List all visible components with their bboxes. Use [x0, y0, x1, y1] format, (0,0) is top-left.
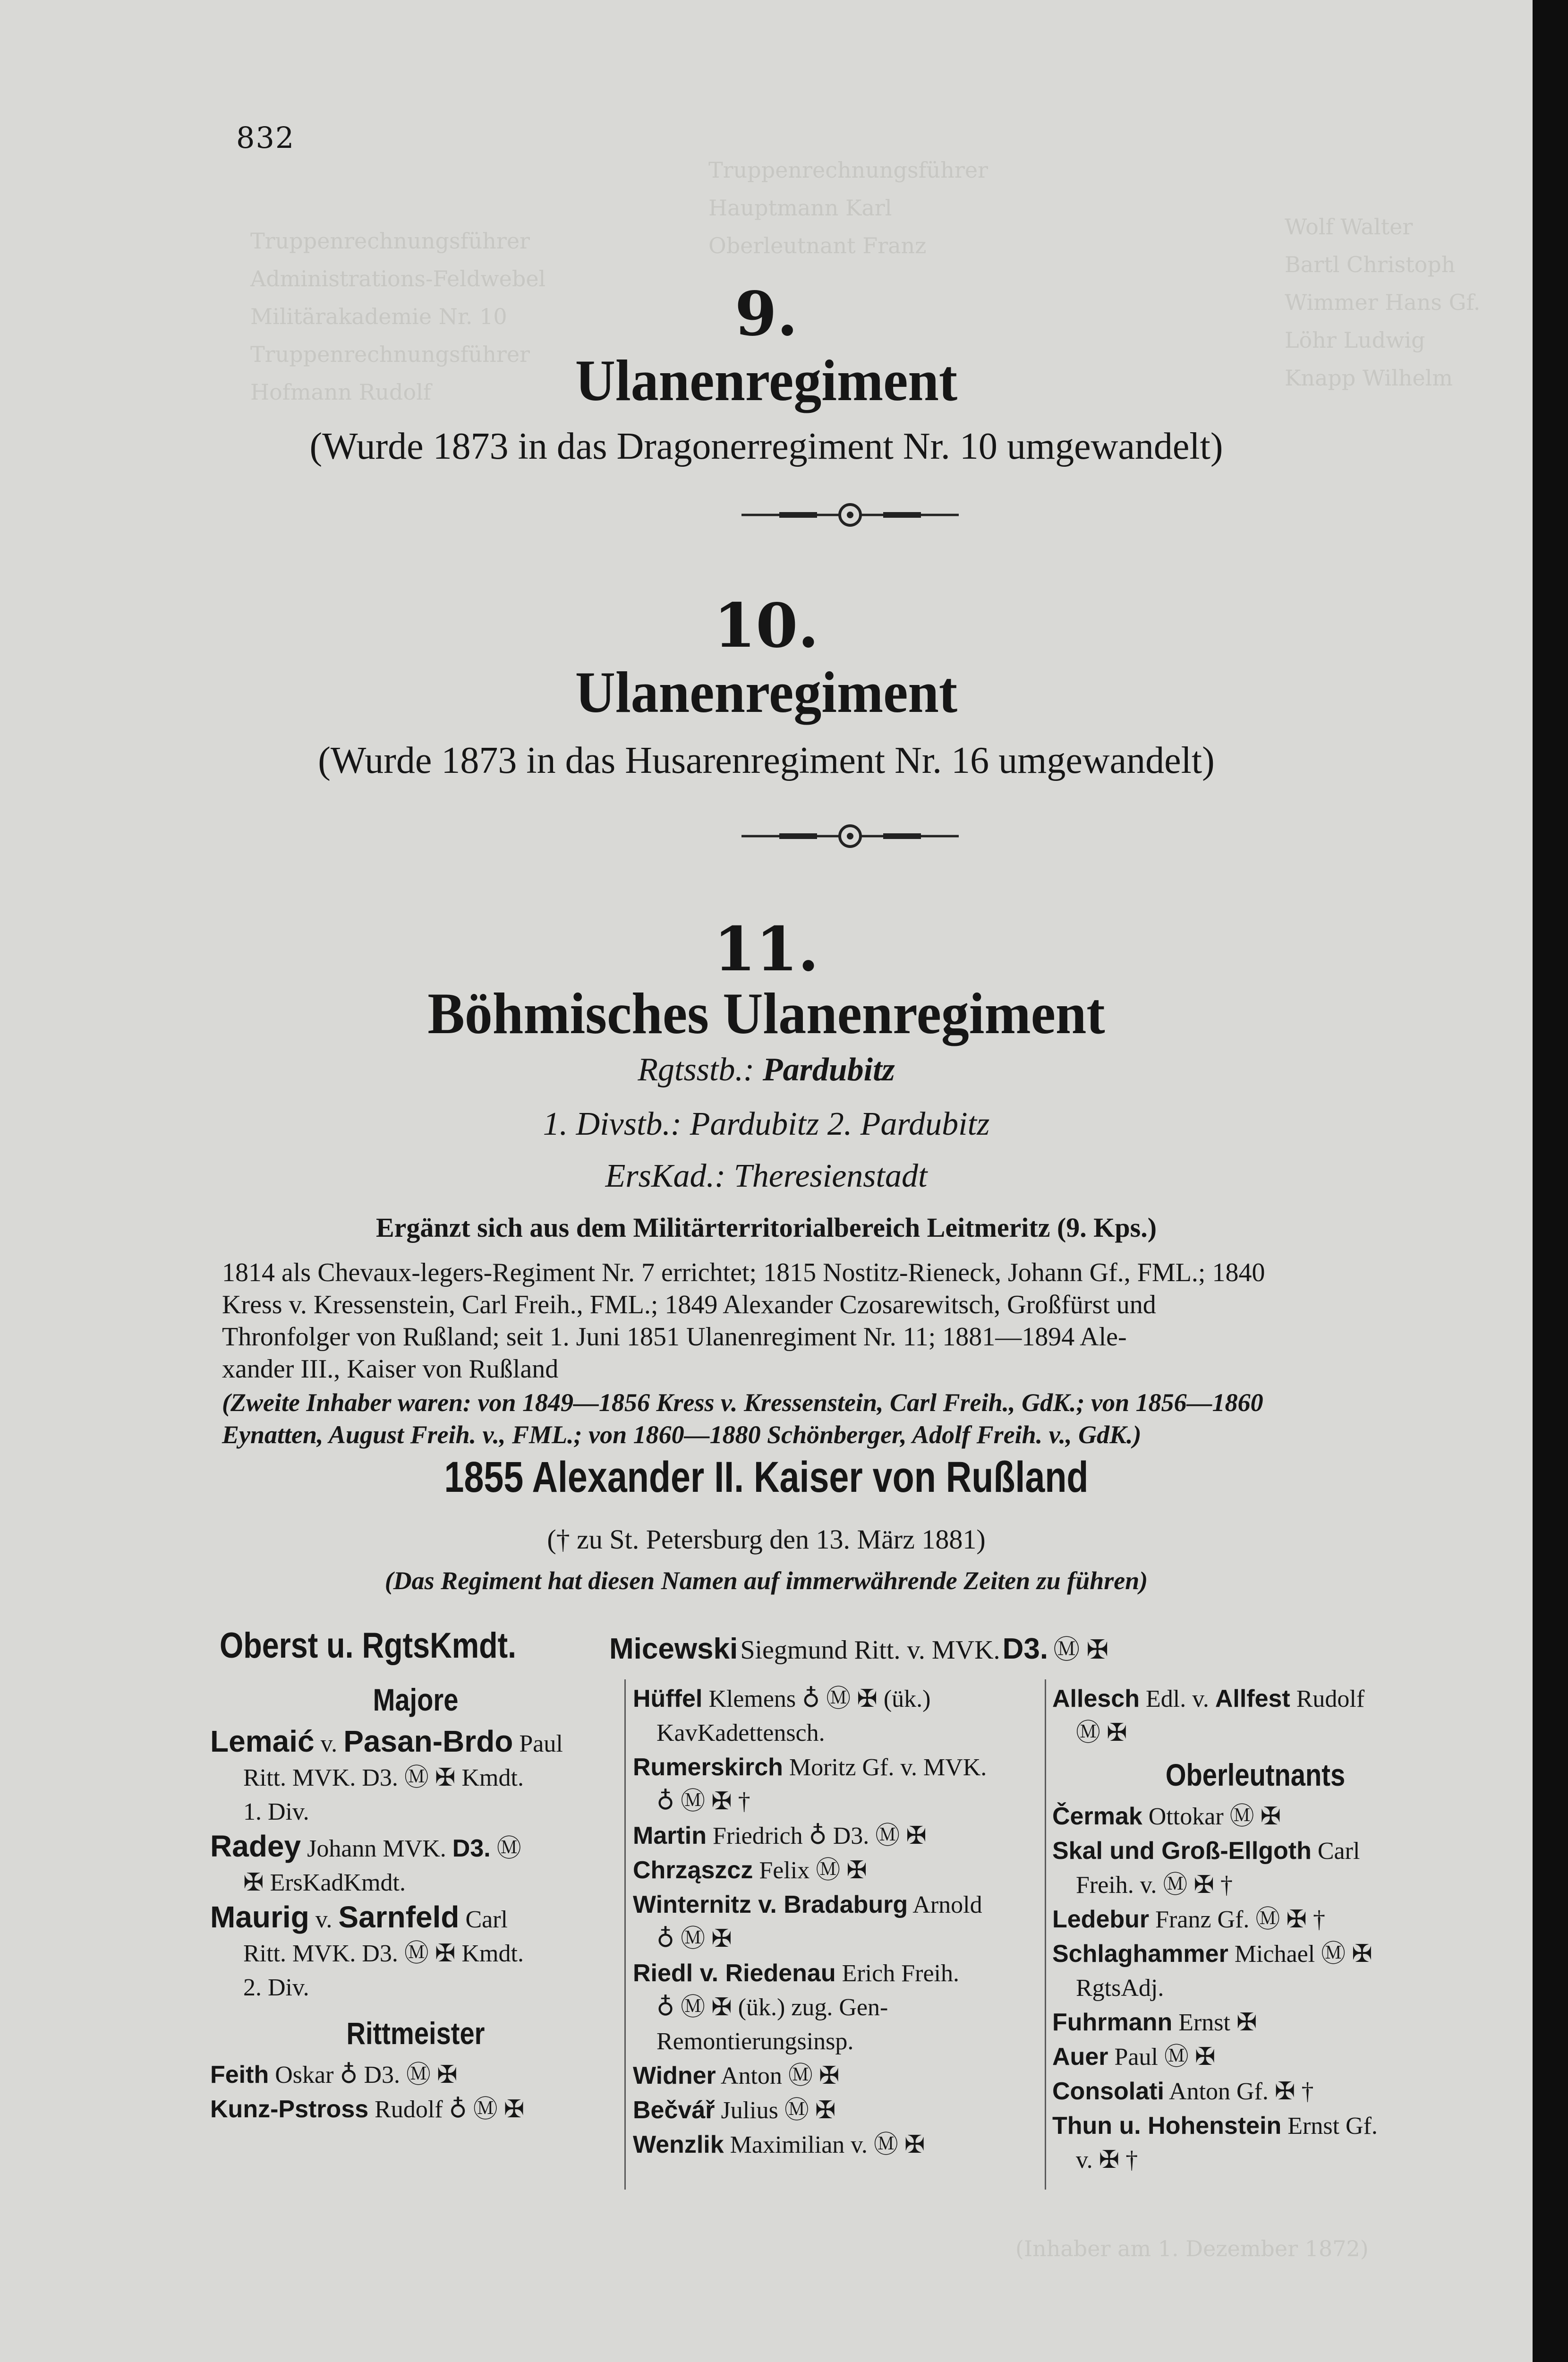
list-item [210, 1900, 621, 2005]
entry-rest: Ernst ✠ [1178, 2009, 1257, 2036]
entry-cont: 1. Div. [243, 1798, 309, 1825]
page-number: 832 [236, 120, 295, 155]
entry-name: Maurig [210, 1900, 309, 1934]
regiment-history [222, 1257, 1452, 1385]
entry-name: Ledebur [1052, 1906, 1150, 1933]
inhaber-death-note: († zu St. Petersburg den 13. März 1881) [547, 1524, 986, 1555]
section-9-number: 9. [734, 279, 798, 350]
list-item [1052, 1902, 1458, 1937]
list-item [633, 1853, 1039, 1888]
division-staffs: 1. Divstb.: Pardubitz 2. Pardubitz [543, 1106, 990, 1142]
entry-name: Winternitz v. Bradaburg [633, 1891, 908, 1918]
entry-cont: Remontierungsinsp. [656, 2028, 854, 2055]
entry-name-2: Sarnfeld [338, 1900, 460, 1934]
oberst-details: Siegmund Ritt. v. MVK. [740, 1635, 1000, 1665]
entry-name-2: Pasan-Brdo [343, 1724, 513, 1758]
entry-rest: Klemens ♁ Ⓜ ✠ (ük.) [708, 1686, 931, 1712]
entry-name: Bečvář [633, 2097, 715, 2124]
oberst-decorations: Ⓜ ✠ [1053, 1635, 1109, 1665]
entry-name: Čermak [1052, 1803, 1142, 1830]
entry-name: Skal und Groß-Ellgoth [1052, 1837, 1312, 1865]
entry-rest: Arnold [912, 1891, 982, 1918]
entry-rest: Friedrich ♁ D3. Ⓜ ✠ [713, 1823, 927, 1849]
list-item [1052, 1799, 1458, 1834]
entry-cont: Ritt. MVK. D3. Ⓜ ✠ Kmdt. [243, 1940, 524, 1967]
entry-cont: Ⓜ ✠ [1076, 1720, 1127, 1746]
list-item [1052, 1937, 1458, 2005]
entry-rest: Ⓜ [496, 1835, 521, 1862]
entry-cont: RgtsAdj. [1076, 1975, 1164, 2002]
entry-rest: Erich Freih. [842, 1960, 959, 1987]
list-item [1052, 2074, 1458, 2109]
show-through-text-right: Wolf Walter Bartl Christoph Wimmer Hans Gf. Löhr Ludwig Knapp Wilhelm [1285, 214, 1481, 391]
entry-rest: Carl [465, 1906, 508, 1933]
oberst-entry [609, 1629, 1111, 1667]
regimental-staff [0, 1051, 1533, 1089]
entry-rest: Edl. v. [1145, 1686, 1209, 1712]
list-item [1052, 2109, 1458, 2177]
list-item [633, 2093, 1039, 2128]
entry-particle: v. [320, 1730, 338, 1757]
list-item [210, 1829, 621, 1900]
entry-name: Wenzlik [633, 2131, 724, 2158]
list-item [633, 1750, 1039, 1819]
second-owners-line: Eynatten, August Freih. v., FML.; von 1860—1880 Schönberger, Adolf Freih. v., GdK.) [222, 1421, 1142, 1449]
entry-cont: Freih. v. Ⓜ ✠ † [1076, 1872, 1233, 1899]
entry-rest: Moritz Gf. v. MVK. [789, 1754, 987, 1781]
entry-name: Lemaić [210, 1724, 315, 1758]
entry-name: Chrząszcz [633, 1857, 753, 1884]
entry-name: Schlaghammer [1052, 1940, 1228, 1968]
column-oberleutnants [1052, 1682, 1458, 2177]
entry-rest: Oskar ♁ D3. Ⓜ ✠ [275, 2062, 458, 2088]
section-9-title: Ulanenregiment [575, 348, 958, 413]
entry-name: Widner [633, 2062, 716, 2089]
entry-rest: Maximilian v. Ⓜ ✠ [730, 2131, 925, 2158]
section-9-note: (Wurde 1873 in das Dragonerregiment Nr. 10 umgewandelt) [309, 426, 1223, 467]
rittmeister-heading: Rittmeister [346, 2016, 485, 2051]
entry-cont: ♁ Ⓜ ✠ (ük.) zug. Gen- [656, 1994, 888, 2021]
entry-cont: 2. Div. [243, 1974, 309, 2001]
section-10-title: Ulanenregiment [575, 660, 958, 725]
list-item [1052, 2005, 1458, 2040]
show-through-text-bottom: (Inhaber am 1. Dezember 1872) [1015, 2236, 1369, 2261]
list-item [1052, 2040, 1458, 2074]
list-item [633, 2128, 1039, 2162]
entry-rest: Anton Ⓜ ✠ [720, 2062, 840, 2089]
entry-particle: Johann MVK. [307, 1835, 446, 1862]
entry-name: Fuhrmann [1052, 2009, 1173, 2036]
list-item [1052, 1682, 1458, 1750]
entry-name: Auer [1052, 2043, 1108, 2071]
entry-rest: Franz Gf. Ⓜ ✠ † [1155, 1906, 1325, 1933]
entry-name: Riedl v. Riedenau [633, 1960, 836, 1987]
replacement-cadre: ErsKad.: Theresienstadt [605, 1158, 928, 1194]
entry-particle: v. [315, 1906, 332, 1933]
scan-edge [1533, 0, 1568, 2362]
history-line: Thronfolger von Rußland; seit 1. Juni 1851 Ulanenregiment Nr. 11; 1881—1894 Ale- [222, 1322, 1127, 1352]
column-majore [210, 1682, 621, 2127]
entry-rest: Michael Ⓜ ✠ [1234, 1941, 1372, 1968]
staff-label: Rgtsstb.: [638, 1052, 755, 1088]
entry-name: Feith [210, 2061, 269, 2088]
entry-name: Consolati [1052, 2078, 1164, 2105]
history-line: 1814 als Chevaux-legers-Regiment Nr. 7 errichtet; 1815 Nostitz-Rieneck, Johann Gf., FML.; 1840 [222, 1258, 1265, 1287]
list-item [633, 1819, 1039, 1853]
section-10-number: 10. [714, 590, 819, 661]
entry-rest: Ernst Gf. [1287, 2113, 1378, 2139]
show-through-text-middle: Truppenrechnungsführer Hauptmann Karl Oberleutnant Franz [708, 157, 989, 258]
history-line: xander III., Kaiser von Rußland [222, 1354, 559, 1384]
column-rule [1045, 1679, 1046, 2190]
section-10-note: (Wurde 1873 in das Husarenregiment Nr. 16 umgewandelt) [318, 740, 1215, 781]
entry-name: Martin [633, 1822, 707, 1849]
entry-cont: v. ✠ † [1076, 2147, 1138, 2174]
entry-cont: ♁ Ⓜ ✠ † [656, 1788, 750, 1815]
entry-name: Kunz-Pstross [210, 2096, 369, 2123]
entry-name: Hüffel [633, 1685, 703, 1712]
list-item [633, 1888, 1039, 1956]
entry-rest: Felix Ⓜ ✠ [759, 1857, 867, 1884]
list-item [633, 2059, 1039, 2093]
entry-rest: Paul [519, 1730, 563, 1757]
show-through-text: Truppenrechnungsführer Administrations-Feldwebel Militärakademie Nr. 10 Truppenrechnungsführer Hofmann Rudolf [250, 228, 546, 405]
entry-cont: KavKadettensch. [656, 1720, 825, 1746]
entry-rest: Paul Ⓜ ✠ [1114, 2044, 1216, 2071]
second-owners [222, 1386, 1452, 1451]
ornament-divider [741, 822, 959, 850]
regiment-inhaber: 1855 Alexander II. Kaiser von Rußland [444, 1453, 1089, 1501]
list-item [633, 1682, 1039, 1750]
list-item [1052, 1834, 1458, 1902]
entry-name-2: Allfest [1215, 1685, 1290, 1712]
list-item [210, 2092, 621, 2127]
list-item [633, 1956, 1039, 2059]
entry-rest: Rudolf ♁ Ⓜ ✠ [375, 2096, 525, 2123]
entry-name-2: D3. [452, 1835, 491, 1862]
entry-rest: Ottokar Ⓜ ✠ [1148, 1803, 1281, 1830]
entry-name: Thun u. Hohenstein [1052, 2112, 1282, 2139]
entry-rest-2: Rudolf [1296, 1686, 1365, 1712]
oberst-name: Micewski [609, 1633, 738, 1665]
entry-cont: Ritt. MVK. D3. Ⓜ ✠ Kmdt. [243, 1764, 524, 1791]
oberst-d3: D3. [1002, 1633, 1048, 1665]
entry-cont: ✠ ErsKadKmdt. [243, 1869, 406, 1896]
entry-rest: Julius Ⓜ ✠ [721, 2097, 836, 2124]
section-11-title: Böhmisches Ulanenregiment [427, 981, 1105, 1046]
entry-name: Radey [210, 1829, 301, 1863]
second-owners-line: (Zweite Inhaber waren: von 1849—1856 Kress v. Kressenstein, Carl Freih., GdK.; von 1856—1860 [222, 1388, 1263, 1417]
oberleutnants-heading: Oberleutnants [1165, 1757, 1346, 1792]
ornament-divider [741, 501, 959, 529]
oberst-title: Oberst u. RgtsKmdt. [220, 1626, 517, 1666]
entry-name: Allesch [1052, 1685, 1140, 1712]
perpetual-name-note: (Das Regiment hat diesen Namen auf immerwährende Zeiten zu führen) [384, 1566, 1148, 1595]
entry-name: Rumerskirch [633, 1754, 783, 1781]
column-rule [624, 1679, 626, 2190]
list-item [210, 2058, 621, 2092]
list-item [210, 1724, 621, 1829]
entry-cont: ♁ Ⓜ ✠ [656, 1926, 732, 1952]
column-rittmeister-cont [633, 1682, 1039, 2162]
entry-rest: Carl [1317, 1838, 1360, 1865]
entry-rest: Anton Gf. ✠ † [1169, 2078, 1314, 2105]
recruiting-district: Ergänzt sich aus dem Militärterritorialbereich Leitmeritz (9. Kps.) [375, 1212, 1157, 1243]
history-line: Kress v. Kressenstein, Carl Freih., FML.; 1849 Alexander Czosarewitsch, Großfürst und [222, 1290, 1156, 1319]
section-11-number: 11. [714, 914, 819, 985]
staff-place: Pardubitz [762, 1052, 895, 1088]
oberst-row [220, 1625, 569, 1666]
majore-heading: Majore [373, 1682, 459, 1717]
